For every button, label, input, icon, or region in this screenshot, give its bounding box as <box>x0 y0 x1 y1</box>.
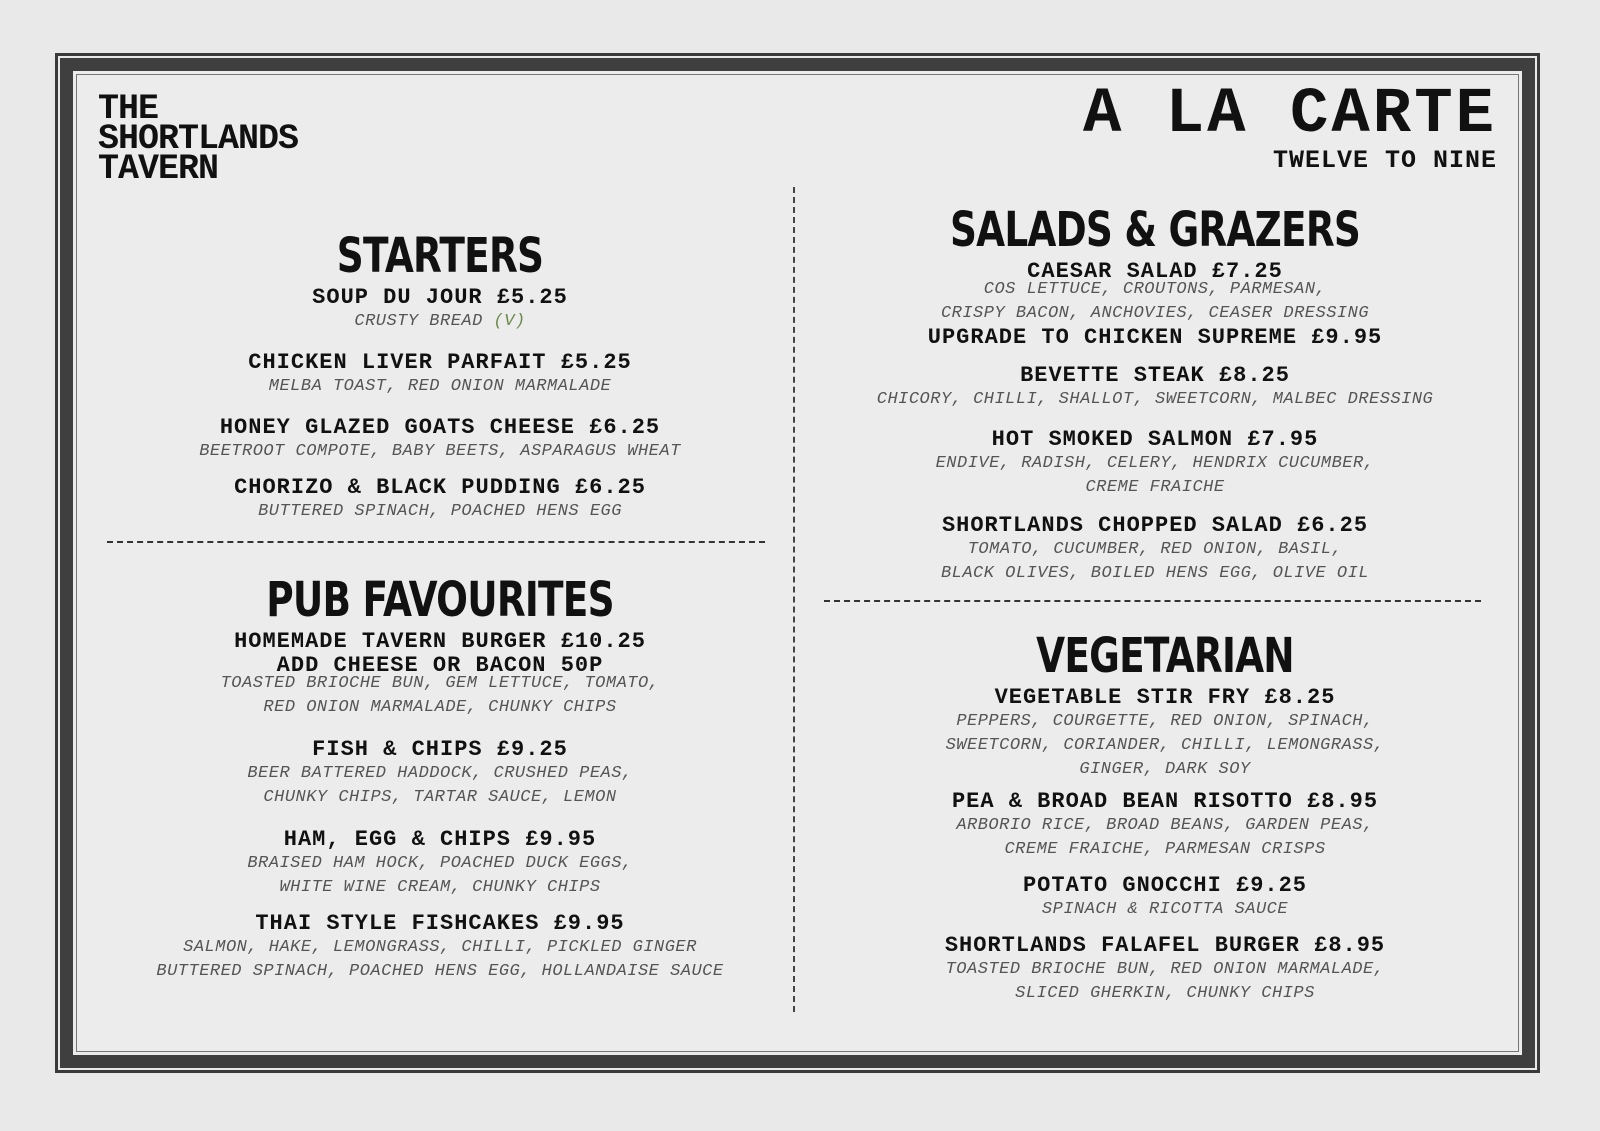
menu-item <box>825 790 1505 862</box>
brand-line: TAVERN <box>98 149 219 189</box>
item-description <box>815 538 1495 586</box>
menu-item <box>815 428 1495 500</box>
menu-item <box>815 514 1495 586</box>
desc-line: BEETROOT COMPOTE, BABY BEETS, ASPARAGUS WHEAT <box>199 442 681 461</box>
desc-line: COS LETTUCE, CROUTONS, PARMESAN, <box>983 280 1327 299</box>
menu-item <box>100 738 780 810</box>
menu-item <box>815 260 1495 350</box>
menu-item <box>100 828 780 900</box>
item-add-on: ADD CHEESE OR BACON 50P <box>276 653 604 678</box>
desc-line: MELBA TOAST, RED ONION MARMALADE <box>268 377 612 396</box>
item-description <box>100 440 780 464</box>
desc-line: BEER BATTERED HADDOCK, CRUSHED PEAS, <box>247 764 633 783</box>
page-title: A LA CARTE <box>1082 79 1497 151</box>
item-description <box>100 500 780 524</box>
desc-line: SWEETCORN, CORIANDER, CHILLI, LEMONGRASS, <box>945 736 1385 755</box>
item-name: FISH & CHIPS £9.25 <box>312 737 568 762</box>
desc-line: WHITE WINE CREAM, CHUNKY CHIPS <box>279 878 601 897</box>
menu-item <box>100 351 780 399</box>
item-name: POTATO GNOCCHI £9.25 <box>1022 873 1308 898</box>
menu-item <box>100 476 780 524</box>
item-name: HONEY GLAZED GOATS CHEESE £6.25 <box>219 415 661 440</box>
item-name: CHORIZO & BLACK PUDDING £6.25 <box>234 475 646 500</box>
desc-line: CRISPY BACON, ANCHOVIES, CEASER DRESSING <box>940 304 1370 323</box>
item-name: HOMEMADE TAVERN BURGER £10.25 <box>234 629 646 654</box>
desc-line: CRUSTY BREAD <box>354 312 483 331</box>
menu-item <box>825 934 1505 1006</box>
pub-favourites-section <box>100 572 780 996</box>
item-name: SOUP DU JOUR £5.25 <box>312 285 568 310</box>
vegetarian-mark: (V) <box>493 312 526 331</box>
desc-line: SLICED GHERKIN, CHUNKY CHIPS <box>1015 984 1315 1003</box>
desc-line: CREME FRAICHE <box>1085 478 1225 497</box>
salads-section <box>815 202 1495 598</box>
section-heading: VEGETARIAN <box>1036 628 1294 684</box>
menu-item <box>100 286 780 334</box>
item-description <box>100 852 780 900</box>
section-heading: SALADS & GRAZERS <box>949 202 1361 258</box>
item-name: SHORTLANDS CHOPPED SALAD £6.25 <box>941 513 1369 538</box>
section-divider-left <box>107 541 765 543</box>
desc-line: BUTTERED SPINACH, POACHED HENS EGG <box>258 502 622 521</box>
desc-line: TOASTED BRIOCHE BUN, GEM LETTUCE, TOMATO, <box>220 674 660 693</box>
item-name: HAM, EGG & CHIPS £9.95 <box>283 827 597 852</box>
menu-item <box>815 364 1495 412</box>
desc-line: BRAISED HAM HOCK, POACHED DUCK EGGS, <box>247 854 633 873</box>
item-description <box>100 936 780 984</box>
brand-line: SHORTLANDS <box>98 119 299 159</box>
item-description <box>100 310 780 334</box>
item-description <box>100 762 780 810</box>
item-description <box>825 958 1505 1006</box>
desc-line: ENDIVE, RADISH, CELERY, HENDRIX CUCUMBER, <box>935 454 1375 473</box>
desc-line: CHUNKY CHIPS, TARTAR SAUCE, LEMON <box>263 788 617 807</box>
item-name: BEVETTE STEAK £8.25 <box>1020 363 1290 388</box>
desc-line: GINGER, DARK SOY <box>1079 760 1251 779</box>
item-name: THAI STYLE FISHCAKES £9.95 <box>255 911 625 936</box>
item-name: CAESAR SALAD £7.25 <box>1027 259 1283 284</box>
brand-logo <box>98 89 299 189</box>
section-heading: PUB FAVOURITES <box>266 572 614 628</box>
item-name: CHICKEN LIVER PARFAIT £5.25 <box>248 350 632 375</box>
item-description <box>815 278 1495 326</box>
brand-line: THE <box>98 89 159 129</box>
menu-item <box>825 686 1505 782</box>
page-subtitle: TWELVE TO NINE <box>1272 146 1497 175</box>
column-divider <box>793 187 795 1012</box>
item-description <box>100 672 780 720</box>
desc-line: CHICORY, CHILLI, SHALLOT, SWEETCORN, MALBEC DRESSING <box>876 390 1434 409</box>
item-upgrade: UPGRADE TO CHICKEN SUPREME £9.95 <box>927 325 1383 350</box>
item-description <box>825 898 1505 922</box>
item-description <box>815 388 1495 412</box>
menu-item <box>825 874 1505 922</box>
item-description <box>100 375 780 399</box>
starters-section <box>100 228 780 536</box>
item-name: VEGETABLE STIR FRY £8.25 <box>994 685 1336 710</box>
desc-line: SALMON, HAKE, LEMONGRASS, CHILLI, PICKLED GINGER <box>183 938 697 957</box>
menu-item <box>100 912 780 984</box>
desc-line: BUTTERED SPINACH, POACHED HENS EGG, HOLLANDAISE SAUCE <box>156 962 724 981</box>
menu-item <box>100 416 780 464</box>
desc-line: RED ONION MARMALADE, CHUNKY CHIPS <box>263 698 617 717</box>
section-heading: STARTERS <box>336 228 544 284</box>
menu-item <box>100 630 780 720</box>
item-description <box>815 452 1495 500</box>
desc-line: PEPPERS, COURGETTE, RED ONION, SPINACH, <box>956 712 1374 731</box>
desc-line: TOASTED BRIOCHE BUN, RED ONION MARMALADE, <box>945 960 1385 979</box>
item-name: SHORTLANDS FALAFEL BURGER £8.95 <box>944 933 1386 958</box>
desc-line: ARBORIO RICE, BROAD BEANS, GARDEN PEAS, <box>956 816 1374 835</box>
desc-line: CREME FRAICHE, PARMESAN CRISPS <box>1004 840 1326 859</box>
desc-line: TOMATO, CUCUMBER, RED ONION, BASIL, <box>967 540 1343 559</box>
item-description <box>825 710 1505 782</box>
section-divider-right <box>824 600 1481 602</box>
item-name: HOT SMOKED SALMON £7.95 <box>991 427 1319 452</box>
item-name: PEA & BROAD BEAN RISOTTO £8.95 <box>951 789 1379 814</box>
desc-line: BLACK OLIVES, BOILED HENS EGG, OLIVE OIL <box>940 564 1370 583</box>
desc-line: SPINACH & RICOTTA SAUCE <box>1041 900 1289 919</box>
item-description <box>825 814 1505 862</box>
vegetarian-section <box>825 628 1505 1018</box>
